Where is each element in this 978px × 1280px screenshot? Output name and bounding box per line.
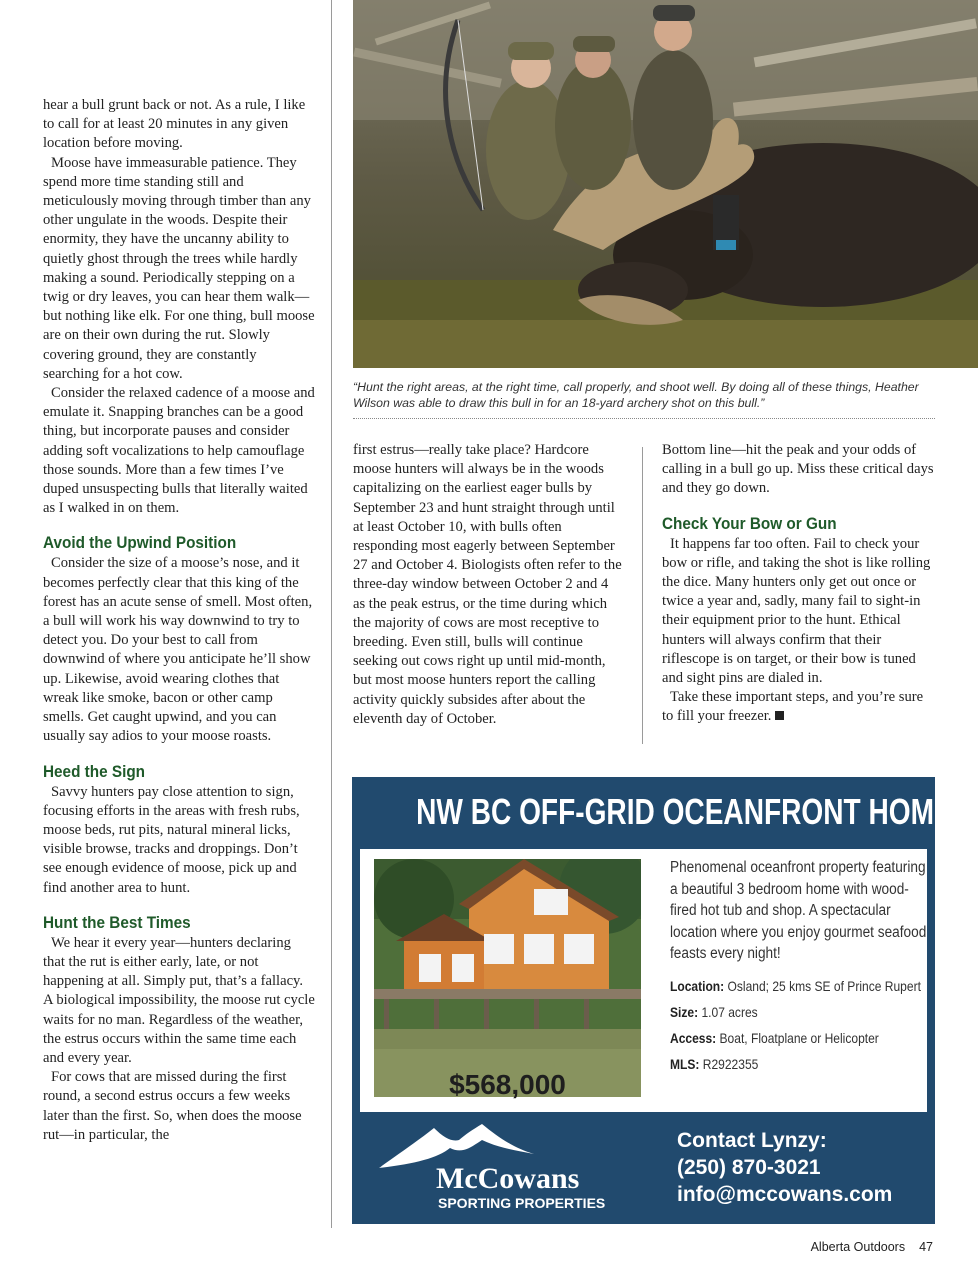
article-column-3 [662,441,937,727]
paragraph: Savvy hunters pay close attention to sign, focusing efforts in the areas with fresh rubs, moose beds, rut pits, natural mineral licks, visible browse, tracks and droppings. Don’t see enough evidence of moose, pick up and find another area to hunt. [43,783,300,896]
mountain-logo-icon [374,1120,624,1215]
closing-text: Take these important steps, and you’re sure to fill your freezer. [662,689,924,725]
oceanfront-house-illustration [374,859,641,1097]
ad-property-facts [670,976,928,1080]
house-photo [374,859,641,1097]
moose-hunters-photo [353,0,978,368]
paragraph: Consider the size of a moose’s nose, and it becomes perfectly clear that this king of the forest has an acute sense of smell. Most often, a bull will work his way downwind to try to detect you. Do your best to call from downwind of where you anticipate he’ll show up. Likewise, avoid wearing clothes that wreak like smoke, bacon or other camp smells. Get caught upwind, and you can usually say adios to your moose roasts. [43,555,313,745]
fact-value: Osland; 25 kms SE of Prince Rupert [727,978,921,994]
fact-label: MLS: [670,1056,700,1072]
real-estate-advertisement [352,777,953,1224]
section-heading-upwind: Avoid the Upwind Position [43,533,237,553]
contact-email: info@mccowans.com [677,1183,893,1206]
ad-description: Phenomenal oceanfront property featuring a beautiful 3 bedroom home with wood-fired hot tub and shop. A spectacular location where you enjoy gourmet seafood feasts every night! [670,859,927,962]
section-heading-sign: Heed the Sign [43,761,146,781]
end-mark-icon [775,711,784,720]
ad-contact [677,1127,927,1208]
fact-mls [670,1054,928,1074]
article-column-1 [43,96,315,1145]
fact-location [670,976,928,996]
logo-wordmark: McCowans [436,1162,580,1195]
ad-title: NW BC OFF-GRID OCEANFRONT HOME [416,791,953,832]
logo-subtitle: SPORTING PROPERTIES [438,1195,606,1211]
photo-caption: “Hunt the right areas, at the right time, call properly, and shoot well. By doing all of these things, Heather Wilson was able to draw this bull in for an 18-yard archery shot on this bull.” [353,380,919,410]
column-divider-2 [642,447,643,744]
article-column-2 [353,441,623,729]
page-footer [797,1240,933,1254]
contact-title: Contact Lynzy: [677,1129,827,1152]
fact-label: Location: [670,978,725,994]
paragraph [662,688,937,726]
fact-label: Access: [670,1030,717,1046]
paragraph: Bottom line—hit the peak and your odds of calling in a bull go up. Miss these critical days and they go down. [662,442,934,497]
paragraph: It happens far too often. Fail to check your bow or rifle, and taking the shot is like rolling the dice. Many hunters only get out once or twice a year and, sadly, many fail to sight-in their equipment prior to the hunt. Ethical hunters will always confirm that their riflescope is on target, or their bow is tuned and sight pins are dialed in. [662,535,931,687]
fact-size [670,1002,928,1022]
fact-value: 1.07 acres [701,1004,758,1020]
publication-name: Alberta Outdoors [810,1240,906,1254]
ad-border-left [352,849,360,1112]
paragraph: first estrus—really take place? Hardcore moose hunters will always be in the woods capitalizing on the earliest eager bulls by September 23 and hunt straight through until at least October 10, with bulls often responding most eagerly between September 27 and October 4. Biologists often refer to the three-day window between October 2 and 4 as the peak estrus, or the time during which the majority of cows are most receptive to breeding. Even still, bulls will continue seeking out cows right up until mid-month, but most moose hunters report the calling activity quickly subsides after about the eleventh day of October. [353,442,622,727]
fact-value: Boat, Floatplane or Helicopter [719,1030,879,1046]
ad-price: $568,000 [449,1069,566,1100]
mccowans-logo [374,1120,624,1215]
section-heading-check: Check Your Bow or Gun [662,513,837,533]
paragraph: Consider the relaxed cadence of a moose and emulate it. Snapping branches can be a good thing, but incorporate pauses and consider adding soft vocalizations to help camouflage those sounds. More than a few times I’ve duped unsuspecting bulls that literally waited as I walked in on them. [43,385,315,517]
column-divider [331,0,332,1228]
paragraph: Moose have immeasurable patience. They spend more time standing still and meticulously moving through timber than any other ungulate in the woods. Despite their enormity, they have the uncanny ability to quietly ghost through the trees while hardly making a sound. Periodically stepping on a twig or dry leaves, you can hear them walk—but nothing like elk. For one thing, bull moose are on their own during the rut. Slowly covering ground, they are constantly searching for a hot cow. [43,154,315,382]
paragraph: For cows that are missed during the first round, a second estrus occurs a few weeks later than the first. So, when does the moose rut—in particular, the [43,1069,302,1143]
page-number: 47 [919,1240,933,1254]
contact-phone: (250) 870-3021 [677,1156,821,1179]
paragraph: hear a bull grunt back or not. As a rule, I like to call for at least 20 minutes in any given location before moving. [43,97,306,152]
fact-label: Size: [670,1004,699,1020]
fact-value: R2922355 [702,1056,759,1072]
paragraph: We hear it every year—hunters declaring that the rut is either early, late, or not happening at all. Simply put, that’s a fallacy. A biological impossibility, the moose rut cycle waits for no man. Regardless of the weather, the estrus occurs within the same time each and every year. [43,934,315,1066]
caption-divider [353,418,935,419]
hunt-photo [353,0,978,368]
fact-access [670,1028,928,1048]
section-heading-times: Hunt the Best Times [43,912,191,932]
